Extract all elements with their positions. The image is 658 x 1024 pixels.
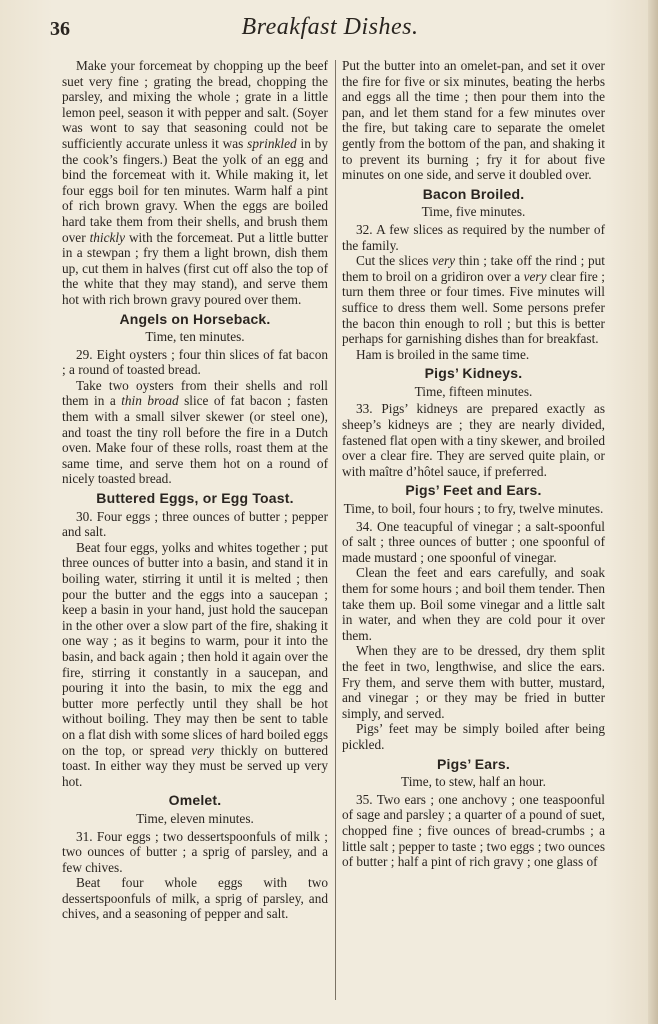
recipe-heading-feet-and-ears: Pigs’ Feet and Ears. xyxy=(405,482,542,499)
recipe-time: Time, to stew, half an hour. xyxy=(401,774,546,790)
forcemeat-paragraph: Make your forcemeat by chopping up the beef suet very fine ; grating the bread, chopping the parsley, and mixing the whole ; grate in a little lemon peel, season it with pepper and salt. (Soyer was wont to say that seasoning could not be sufficiently accurate unless it was sprinkled in by the cook’s fingers.) Beat the yolk of an egg and bind the forcemeat with it. While making it, let four eggs boil for ten minutes. Warm half a pint of rich brown gravy. When the eggs are boiled hard take them from their shells, and brush them over thickly with the forcemeat. Put a little butter in a stewpan ; fry them a light brown, dish them up, cut them in halves (first cut off also the top of the white that they may stand), and serve them hot with rich brown gravy poured over them. xyxy=(62,58,329,307)
method-paragraph: Beat four whole eggs with two dessertspoonfuls of milk, a sprig of parsley, and chives, and a seasoning of pepper and salt. xyxy=(62,875,328,922)
recipe-time: Time, to boil, four hours ; to fry, twelve minutes. xyxy=(343,501,604,517)
ingredients-paragraph: 32. A few slices as required by the number of the family. xyxy=(342,221,605,253)
omelet-continuation: Put the butter into an omelet-pan, and set it over the fire for five or six minutes, beating the herbs and eggs all the time ; then pour them into the pan, and let them stand for a few minutes over the fire, but taking care to separate the omelet gently from the bottom of the pan, and shaking it to prevent its burning ; fry it for about five minutes on one side, and serve it doubled over. xyxy=(342,58,605,183)
ingredients-paragraph: 30. Four eggs ; three ounces of butter ; pepper and salt. xyxy=(62,508,328,540)
ingredients-paragraph: 29. Eight oysters ; four thin slices of fat bacon ; a round of toasted bread. xyxy=(62,346,328,378)
method-paragraph: Beat four eggs, yolks and whites together ; put three ounces of butter into a basin, and stand it in boiling water, stirring it until it is melted ; then pour the butter and the eggs into a saucepan ; keep a basin in your hand, just hold the saucepan in the other over a slow part of the fire, shaking it one way ; as it begins to warm, pour it into the basin, and back again ; then hold it again over the fire, stirring it constantly in a saucepan, and pouring it into the basin, to mix the egg and butter more perfectly until they shall be hot without boiling. They may then be sent to table on a flat dish with some slices of hard boiled eggs on the top, or spread very thickly on buttered toast. In either way they must be served up very hot. xyxy=(62,539,328,789)
method-paragraph: Clean the feet and ears carefully, and soak them for some hours ; and boil them tender. Then take them up. Boil some vinegar and a little salt in water, and when they are cold pour it over them. xyxy=(342,565,605,643)
method-paragraph: Take two oysters from their shells and roll them in a thin broad slice of fat bacon ; fasten them with a small silver skewer (or steel one), and toast the tiny roll before the fire in a Dutch oven. Make four of these rolls, roast them at the same time, and serve them hot on a round of nicely toasted bread. xyxy=(62,377,328,487)
note-paragraph: Ham is broiled in the same time. xyxy=(356,346,530,362)
recipe-heading-buttered-eggs: Buttered Eggs, or Egg Toast. xyxy=(96,490,294,507)
running-title: Breakfast Dishes. xyxy=(241,14,419,40)
recipe-time: Time, ten minutes. xyxy=(145,329,245,345)
note-paragraph: Pigs’ feet may be simply boiled after being pickled. xyxy=(342,721,605,752)
right-column xyxy=(342,58,605,870)
recipe-heading-ears: Pigs’ Ears. xyxy=(436,755,511,772)
recipe-time: Time, eleven minutes. xyxy=(136,810,254,826)
method-paragraph: Cut the slices very thin ; take off the rind ; put them to broil on a gridiron over a very clear fire ; turn them three or four times. Five minutes will suffice to dress them well. Some persons prefer the bacon thin enough to roll ; but this is better perhaps for garnishing dishes than for breakfast. xyxy=(342,253,605,347)
recipe-time: Time, fifteen minutes. xyxy=(414,383,533,399)
running-head xyxy=(50,10,610,50)
ingredients-paragraph: 35. Two ears ; one anchovy ; one teaspoonful of sage and parsley ; a quarter of a pound of suet, chopped fine ; five ounces of bread-crumbs ; a little salt ; pepper to taste ; two eggs ; two ounces of butter ; half a pint of rich gravy ; one glass of xyxy=(342,791,605,870)
recipe-heading-bacon: Bacon Broiled. xyxy=(422,185,525,202)
recipe-time: Time, five minutes. xyxy=(421,204,526,220)
ingredients-paragraph: 34. One teacupful of vinegar ; a salt-spoonful of salt ; three ounces of butter ; one spoonful of made mustard ; one spoonful of vinegar. xyxy=(342,518,605,565)
recipe-heading-angels: Angels on Horseback. xyxy=(119,310,271,327)
method-paragraph: 33. Pigs’ kidneys are prepared exactly as sheep’s kidneys are ; they are nearly divided, fastened flat open with a tiny skewer, and broiled over a clear fire. They are served quite plain, or with maître d’hôtel sauce, if preferred. xyxy=(342,401,605,479)
page-edge xyxy=(648,0,658,1024)
recipe-heading-omelet: Omelet. xyxy=(168,792,222,809)
left-column xyxy=(62,58,328,922)
page-number: 36 xyxy=(50,18,70,40)
method-paragraph: When they are to be dressed, dry them split the feet in two, lengthwise, and slice the ears. Fry them, and serve them with butter, mustard, and vinegar ; or they may be fried in butter simply, and served. xyxy=(342,643,605,721)
recipe-heading-kidneys: Pigs’ Kidneys. xyxy=(424,365,523,382)
column-divider xyxy=(335,60,336,1000)
ingredients-paragraph: 31. Four eggs ; two dessertspoonfuls of milk ; two ounces of butter ; a sprig of parsley, and a few chives. xyxy=(62,828,328,875)
